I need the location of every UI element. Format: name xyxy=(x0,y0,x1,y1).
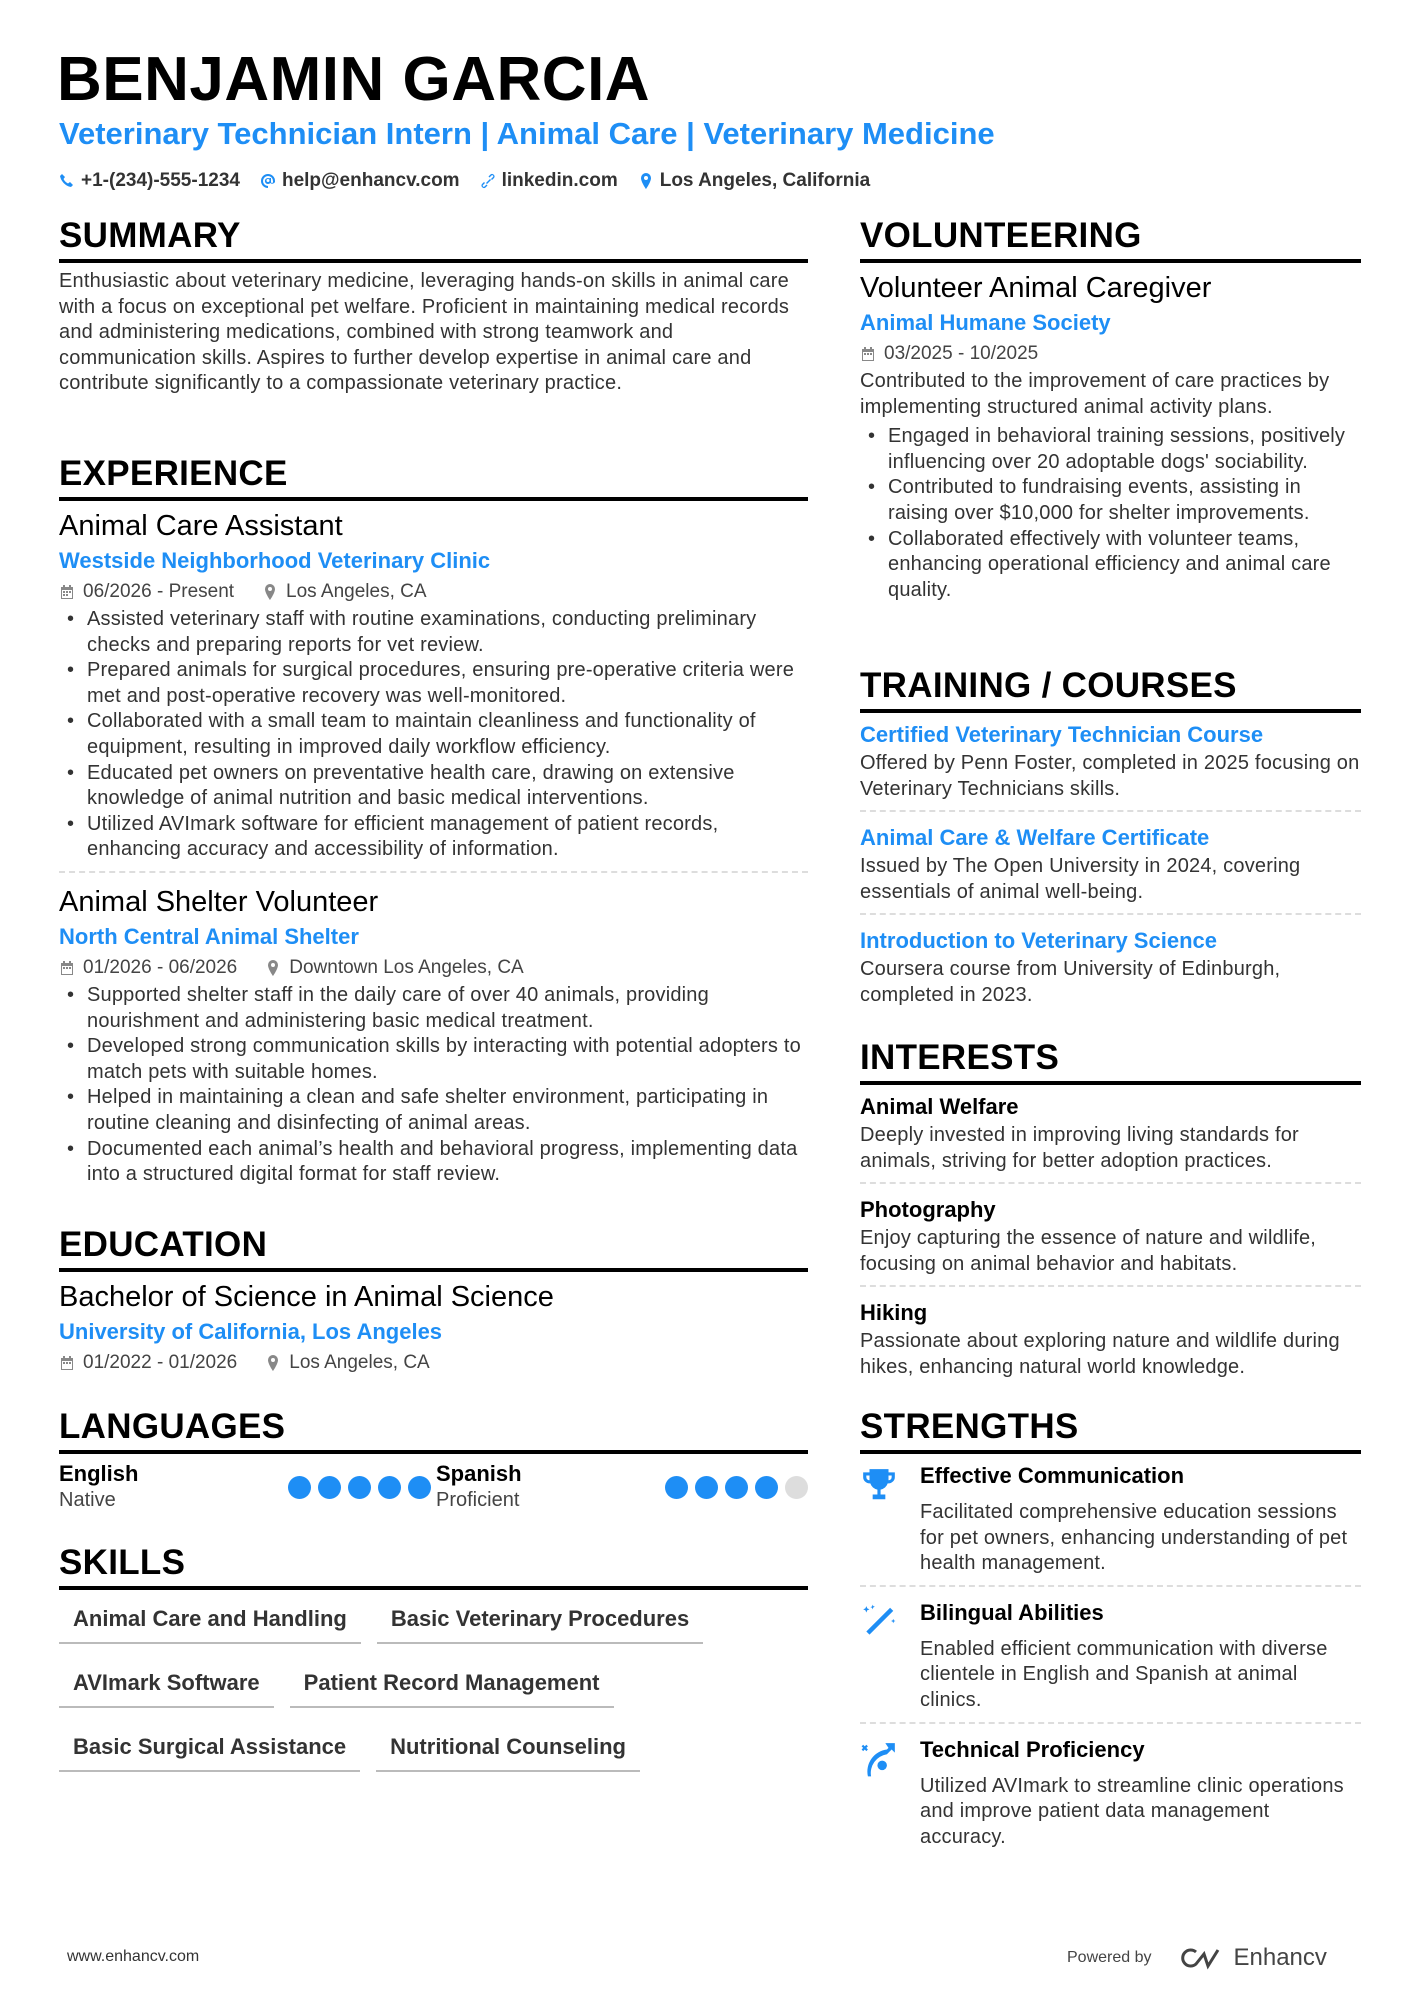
bullet: • Supported shelter staff in the daily care of over 40 animals, providing nourishment and administering basic medical treatment. xyxy=(59,983,808,1034)
job-meta xyxy=(59,953,808,983)
bullet: • Documented each animal’s health and behavioral progress, implementing data into a structured digital format for staff review. xyxy=(59,1137,808,1188)
experience-section xyxy=(59,453,808,1188)
course-description: Coursera course from University of Edinburgh, completed in 2023. xyxy=(860,958,1281,1006)
divider xyxy=(860,913,1361,915)
location-text: Los Angeles, California xyxy=(659,170,871,191)
skill-tag: Basic Surgical Assistance xyxy=(59,1728,360,1772)
section-heading: LANGUAGES xyxy=(59,1406,808,1454)
language-item xyxy=(59,1460,431,1514)
skill-tag: AVImark Software xyxy=(59,1664,274,1708)
education-section xyxy=(59,1224,808,1378)
divider xyxy=(860,1285,1361,1287)
job-dates: 06/2026 - Present xyxy=(83,581,235,602)
course-name: Certified Veterinary Technician Course xyxy=(860,722,1264,747)
training-section xyxy=(860,665,1361,1009)
divider xyxy=(860,1585,1361,1587)
rating-dot xyxy=(378,1476,401,1499)
interest-description: Enjoy capturing the essence of nature and wildlife, focusing on animal behavior and habitats. xyxy=(860,1227,1317,1275)
location-pin-icon xyxy=(262,584,278,600)
education-meta xyxy=(59,1348,808,1378)
email-text: help@enhancv.com xyxy=(281,170,460,191)
strength-description: Utilized AVImark to streamline clinic operations and improve patient data management accuracy. xyxy=(920,1774,1344,1848)
headline: Veterinary Technician Intern | Animal Care | Veterinary Medicine xyxy=(59,116,995,151)
strategy-icon xyxy=(860,1740,898,1778)
at-icon xyxy=(260,173,276,189)
rating-dot xyxy=(755,1476,778,1499)
phone-icon xyxy=(59,173,75,189)
divider xyxy=(59,871,808,873)
job-location: Los Angeles, CA xyxy=(286,581,427,602)
strength-item xyxy=(860,1460,1361,1577)
skill-tag: Patient Record Management xyxy=(290,1664,614,1708)
magic-wand-icon xyxy=(860,1603,898,1641)
contact-phone xyxy=(59,170,240,192)
brand-name: Enhancv xyxy=(1233,1944,1327,1971)
bullet: • Utilized AVImark software for efficient management of patient records, enhancing accuracy and accessibility of information. xyxy=(59,812,808,863)
calendar-icon xyxy=(59,1355,75,1371)
volunteer-role: Volunteer Animal Caregiver xyxy=(860,272,1212,304)
company-name: North Central Animal Shelter xyxy=(59,923,359,949)
skill-tag: Basic Veterinary Procedures xyxy=(377,1600,703,1644)
skill-tag: Nutritional Counseling xyxy=(376,1728,640,1772)
section-heading: TRAINING / COURSES xyxy=(860,665,1361,713)
trophy-icon xyxy=(860,1466,898,1504)
job-title: Animal Care Assistant xyxy=(59,510,343,542)
calendar-icon xyxy=(59,960,75,976)
rating-dot xyxy=(695,1476,718,1499)
link-icon xyxy=(480,173,496,189)
contact-location xyxy=(638,170,870,192)
powered-by-text: Powered by xyxy=(1067,1949,1152,1966)
divider xyxy=(860,810,1361,812)
school-name: University of California, Los Angeles xyxy=(59,1319,443,1344)
course-name: Animal Care & Welfare Certificate xyxy=(860,825,1210,851)
interest-description: Deeply invested in improving living standards for animals, striving for better adoption practices. xyxy=(860,1124,1299,1172)
language-level: Native xyxy=(59,1489,116,1511)
rating-dot xyxy=(348,1476,371,1499)
volunteer-dates: 03/2025 - 10/2025 xyxy=(884,343,1039,364)
contact-info xyxy=(59,170,870,192)
rating-dot xyxy=(318,1476,341,1499)
degree: Bachelor of Science in Animal Science xyxy=(59,1281,554,1313)
language-rating xyxy=(288,1476,431,1499)
section-heading: SUMMARY xyxy=(59,215,808,263)
rating-dot xyxy=(725,1476,748,1499)
bullet: • Prepared animals for surgical procedures, ensuring pre-operative criteria were met and post-operative recovery was well-monitored. xyxy=(59,658,808,709)
interest-name: Animal Welfare xyxy=(860,1094,1019,1119)
strength-name: Effective Communication xyxy=(920,1463,1185,1488)
job-location: Downtown Los Angeles, CA xyxy=(289,956,524,978)
rating-dot xyxy=(408,1476,431,1499)
divider xyxy=(860,1722,1361,1724)
job-meta xyxy=(59,577,808,607)
phone-text: +1-(234)-555-1234 xyxy=(81,170,240,191)
skill-tag: Animal Care and Handling xyxy=(59,1600,361,1644)
divider xyxy=(860,1182,1361,1184)
bullet: • Contributed to fundraising events, assisting in raising over $10,000 for shelter improvements. xyxy=(860,475,1361,526)
job-bullets xyxy=(59,983,808,1188)
rating-dot xyxy=(785,1476,808,1499)
contact-link[interactable] xyxy=(480,170,618,192)
experience-entry xyxy=(59,883,808,1188)
course-description: Offered by Penn Foster, completed in 2025 focusing on Veterinary Technicians skills. xyxy=(860,752,1360,800)
interest-name: Hiking xyxy=(860,1300,928,1326)
location-pin-icon xyxy=(265,1355,281,1371)
languages-section xyxy=(59,1406,808,1514)
strength-description: Enabled efficient communication with diverse clientele in English and Spanish at animal clinics. xyxy=(920,1637,1328,1711)
strength-name: Technical Proficiency xyxy=(920,1736,1145,1762)
volunteer-org: Animal Humane Society xyxy=(860,310,1111,335)
powered-by xyxy=(1067,1944,1327,1972)
summary-text: Enthusiastic about veterinary medicine, leveraging hands-on skills in animal care with a focus on exceptional pet welfare. Proficient in maintaining medical records and administering medications, combined with strong teamwork and communication skills. Aspires to further develop expertise in animal care and contribute significantly to a compassionate veterinary practice. xyxy=(59,270,790,395)
interest-name: Photography xyxy=(860,1197,996,1223)
education-dates: 01/2022 - 01/2026 xyxy=(83,1352,238,1373)
interest-description: Passionate about exploring nature and wildlife during hikes, enhancing natural world knowledge. xyxy=(860,1330,1340,1378)
section-heading: SKILLS xyxy=(59,1542,808,1590)
bullet: • Collaborated effectively with volunteer teams, enhancing operational efficiency and animal care quality. xyxy=(860,527,1361,604)
link-text: linkedin.com xyxy=(501,170,618,191)
language-item xyxy=(436,1460,808,1514)
course-description: Issued by The Open University in 2024, covering essentials of animal well-being. xyxy=(860,855,1301,903)
strength-item xyxy=(860,1734,1361,1851)
volunteer-meta xyxy=(860,339,1361,369)
bullet: • Engaged in behavioral training sessions, positively influencing over 20 adoptable dogs' sociability. xyxy=(860,424,1361,475)
summary-section xyxy=(59,215,808,397)
company-name: Westside Neighborhood Veterinary Clinic xyxy=(59,548,491,573)
footer-url[interactable]: www.enhancv.com xyxy=(67,1948,200,1965)
location-pin-icon xyxy=(638,173,654,189)
rating-dot xyxy=(665,1476,688,1499)
bullet: • Collaborated with a small team to maintain cleanliness and functionality of equipment, resulting in improved daily workflow efficiency. xyxy=(59,709,808,760)
bullet: • Helped in maintaining a clean and safe shelter environment, participating in routine cleaning and disinfecting of animal areas. xyxy=(59,1085,808,1136)
enhancv-logo-icon xyxy=(1176,1946,1222,1970)
contact-email[interactable] xyxy=(260,170,460,192)
strength-description: Facilitated comprehensive education sessions for pet owners, enhancing understanding of pet health management. xyxy=(920,1501,1348,1575)
strength-item xyxy=(860,1597,1361,1714)
bullet: • Developed strong communication skills by interacting with potential adopters to match pets with suitable homes. xyxy=(59,1034,808,1085)
calendar-icon xyxy=(860,346,876,362)
language-name: English xyxy=(59,1461,139,1486)
volunteer-bullets xyxy=(860,424,1361,603)
candidate-name: BENJAMIN GARCIA xyxy=(57,45,651,114)
section-heading: VOLUNTEERING xyxy=(860,215,1361,263)
calendar-icon xyxy=(59,584,75,600)
language-level: Proficient xyxy=(436,1489,520,1511)
section-heading: STRENGTHS xyxy=(860,1406,1361,1454)
job-dates: 01/2026 - 06/2026 xyxy=(83,956,238,978)
interests-section xyxy=(860,1037,1361,1381)
skills-section xyxy=(59,1542,808,1772)
volunteer-description: Contributed to the improvement of care practices by implementing structured animal activity plans. xyxy=(860,370,1330,418)
bullet: • Educated pet owners on preventative health care, drawing on extensive knowledge of animal nutrition and basic medical interventions. xyxy=(59,761,808,812)
strength-name: Bilingual Abilities xyxy=(920,1599,1104,1625)
location-pin-icon xyxy=(265,960,281,976)
language-name: Spanish xyxy=(436,1461,522,1486)
volunteering-section xyxy=(860,215,1361,603)
experience-entry xyxy=(59,507,808,863)
strengths-section xyxy=(860,1406,1361,1850)
job-bullets xyxy=(59,607,808,863)
course-name: Introduction to Veterinary Science xyxy=(860,928,1217,954)
education-location: Los Angeles, CA xyxy=(289,1352,430,1373)
job-title: Animal Shelter Volunteer xyxy=(59,885,379,918)
rating-dot xyxy=(288,1476,311,1499)
enhancv-logo[interactable] xyxy=(1176,1944,1327,1972)
language-rating xyxy=(665,1476,808,1499)
section-heading: INTERESTS xyxy=(860,1037,1361,1085)
section-heading: EDUCATION xyxy=(59,1224,808,1272)
section-heading: EXPERIENCE xyxy=(59,453,808,501)
bullet: • Assisted veterinary staff with routine examinations, conducting preliminary checks and preparing reports for vet review. xyxy=(59,607,808,658)
